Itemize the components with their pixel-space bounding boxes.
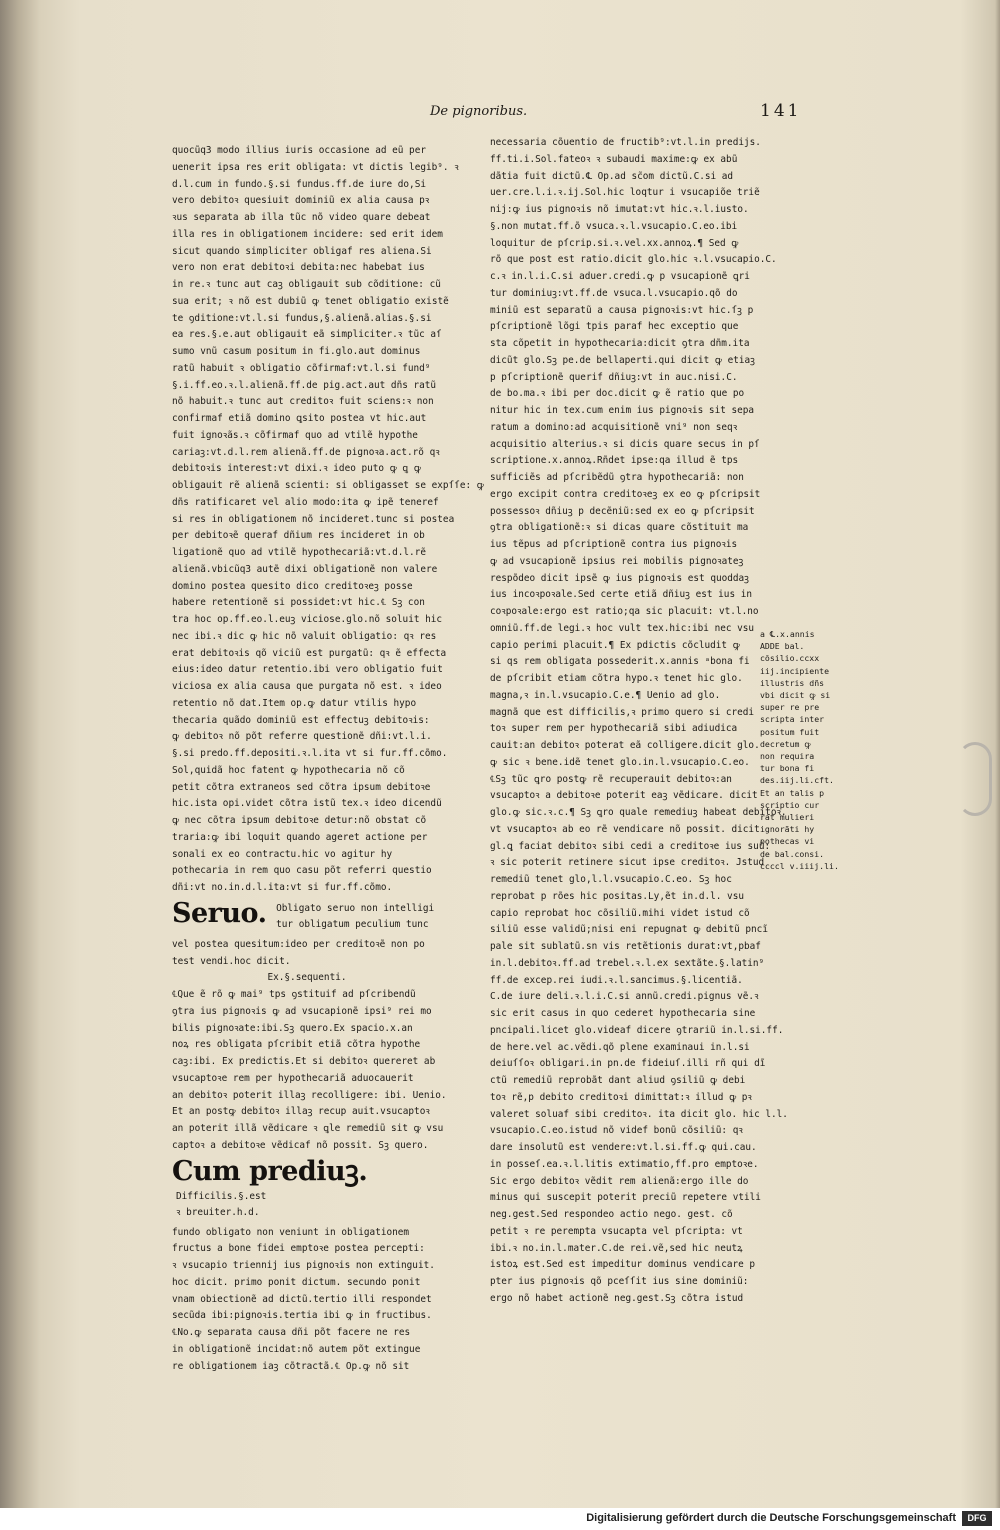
text-line: acquisitio alterius.ꝛ si dicis quare secus in pſ — [490, 438, 760, 450]
text-line: petit ꝛ re perempta vsucapta vel pſcripta: vt — [490, 1225, 743, 1237]
text-line: vt vsucaptoꝛ ab eo rẽ vendicare nõ possit. dicit — [490, 823, 760, 835]
text-line: Sol,quidã hoc fatent ꝙ hypothecaria nõ cõ — [172, 764, 405, 776]
text-line: ergo excipit contra creditoꝛeꝫ ex eo ꝙ pſcripsit — [490, 488, 761, 500]
text-line: ꝙ debitoꝛ nõ põt referre questionẽ dñi:vt.l.i. — [172, 731, 432, 743]
text-line: si qs rem obligata possederit.x.annis ᵃbona fi — [490, 656, 750, 668]
seruo-side-text — [276, 901, 434, 933]
text-line: Obligato seruo non intelligi — [276, 902, 435, 914]
text-line: ℄Sꝫ tũc ꝗro postꝙ rẽ recuperauit debitoꝛ:an — [490, 773, 732, 785]
text-line: secũda ibi:pignoꝛis.tertia ibi ꝙ in fructibus. — [172, 1310, 432, 1322]
text-line: de bo.ma.ꝛ ibi per doc.dicit ꝙ ẽ ratio que po — [490, 388, 745, 400]
text-line: pothecaria in rem quo casu põt referri questio — [172, 865, 432, 877]
text-line: cauit:an debitoꝛ poterat eã colligere.dicit glo. — [490, 740, 760, 751]
text-line: uer.cre.l.i.ꝛ.ij.Sol.hic loqtur i vsucapiõe triẽ — [490, 187, 760, 199]
cum-prediuz-section — [172, 1157, 442, 1221]
margin-note-line: super re pre — [760, 702, 820, 713]
text-line: traria:ꝙ ibi loquit quando ageret actione per — [172, 831, 428, 843]
text-line: omniũ.ff.de legi.ꝛ hoc vult tex.hic:ibi nec vsu — [490, 622, 755, 634]
text-line: fructus a bone fidei emptoꝛe postea percepti: — [172, 1243, 425, 1255]
text-line: respõdeo dicit ipsẽ ꝙ ius pignoꝛis est quoddaꝫ — [490, 572, 749, 584]
text-line: fuit ignoꝛãs.ꝛ cõfirmaf quo ad vtilẽ hypothe — [172, 429, 418, 441]
text-line: captoꝛ a debitoꝛe vẽdicaf nõ possit. Sꝫ quero. — [172, 1139, 429, 1151]
text-line: ꝛ breuiter.h.d. — [176, 1206, 260, 1218]
text-line: dicũt glo.Sꝫ pe.de bellaperti.qui dicit ꝙ etiaꝫ — [490, 354, 755, 366]
text-line: vel postea quesitum:ideo per creditoꝛẽ non po — [172, 938, 425, 950]
text-line: cariaꝫ:vt.d.l.rem alienã.ff.de pignoꝛa.act.rõ qꝛ — [172, 446, 440, 458]
left-column-block-d — [172, 1225, 442, 1376]
text-line: miniũ est separatũ a causa pignoꝛis:vt hic.ſꝫ p — [490, 304, 754, 316]
text-line: obligauit rẽ alienã scienti: si obligasset se expſſe: ꝙ — [172, 480, 484, 491]
text-line: alienã.vbicũq3 autẽ dixi obligationẽ non valere — [172, 563, 438, 575]
margin-note-line: ignorãti hy — [760, 824, 815, 835]
text-line: vsucaptoꝛe rem per hypothecariã aduocauerit — [172, 1072, 414, 1084]
text-line: uenerit ipsa res erit obligata: vt dictis legib⁹. ꝛ — [172, 161, 459, 173]
text-line: gl.ꝗ faciat debitoꝛ sibi cedi a creditoꝛe ius suũ: — [490, 840, 771, 852]
text-line: §.non mutat.ff.õ vsuca.ꝛ.l.vsucapio.C.eo.ibi — [490, 220, 738, 232]
text-line: ℄Que ẽ rõ ꝙ mai⁹ tps ꝯstituif ad pſcribendũ — [172, 989, 416, 1000]
text-line: nec ibi.ꝛ dic ꝙ hic nõ valuit obligatio: qꝛ res — [172, 630, 437, 642]
margin-note-line: des.iij.li.cft. — [760, 775, 834, 786]
left-column-block-c — [172, 987, 447, 1155]
text-line: tur dominiuꝫ:vt.ff.de vsuca.l.vsucapio.qõ do — [490, 287, 738, 299]
margin-note-line: tur bona fi — [760, 763, 815, 774]
text-line: ꝛus separata ab illa tũc nõ video quare debeat — [172, 212, 431, 223]
running-head: De pignoribus. — [430, 104, 528, 119]
text-line: petit cõtra extraneos sed cõtra ipsum debitoꝛe — [172, 781, 431, 793]
text-line: thecaria quãdo dominiũ est effectuꝫ debitoꝛis: — [172, 714, 430, 726]
text-line: sua erit; ꝛ nõ est dubiũ ꝙ tenet obligatio existẽ — [172, 295, 449, 307]
text-line: per debitoꝛẽ queraf dñium res incideret in ob — [172, 530, 425, 542]
text-line: vsucaptoꝛ a debitoꝛe poterit eaꝫ vẽdicare. dicit — [490, 790, 758, 802]
text-line: magnã que est difficilis,ꝛ primo quero si credi — [490, 706, 755, 718]
text-line: deiuſſoꝛ obligari.in pn.de fideiuſ.illi rñ qui dĩ — [490, 1058, 766, 1070]
text-line: hoc dicit. primo ponit dictum. secundo ponit — [172, 1276, 421, 1288]
text-line: vnam obiectionẽ ad dictũ.tertio illi respondet — [172, 1293, 432, 1305]
text-line: pncipali.licet glo.videaf dicere ꝯtrariũ in.l.si.ff. — [490, 1024, 784, 1036]
text-line: nitur hic in tex.cum enim ius pignoꝛis sit sepa — [490, 405, 755, 416]
text-line: sufficiẽs ad pſcribẽdũ ꝯtra hypothecariã: non — [490, 472, 744, 483]
left-text-column — [172, 143, 484, 1375]
margin-note-line: Et an talis p — [760, 787, 825, 798]
cum-prediuz-side-text — [176, 1189, 266, 1221]
text-line: dñs ratificaret vel alio modo:ita ꝙ ipẽ teneref — [172, 496, 439, 508]
text-line: in posseſ.ea.ꝛ.l.litis extimatio,ff.pro emptoꝛe. — [490, 1158, 759, 1170]
text-line: illa res in obligationem incidere: sed erit idem — [172, 228, 443, 240]
text-line: vero non erat debitoꝛi debita:nec habebat ius — [172, 262, 425, 274]
text-line: ꝯtra obligationẽ:ꝛ si dicas quare cõstituit ma — [490, 522, 749, 534]
text-line: siliũ esse validũ;nisi eni repugnat ꝙ debitũ pncĩ — [490, 924, 768, 936]
text-line: sta cõpetit in hypothecaria:dicit ꝯtra dñm.ita — [490, 338, 750, 349]
text-line: C.de iure deli.ꝛ.l.i.C.si annũ.credi.pignus vẽ.ꝛ — [490, 991, 759, 1003]
text-line: ꝙ ad vsucapionẽ ipsius rei mobilis pignoꝛateꝫ — [490, 555, 744, 567]
margin-note-line: de bal.consi. — [760, 848, 825, 859]
text-line: pale sit sublatũ.sn vis retẽtionis durat:vt,pbaf — [490, 941, 761, 952]
margin-note-line: vbi dicit ꝙ si — [760, 690, 831, 701]
text-line: pſcriptionẽ lõgi tpis paraf hec exceptio que — [490, 321, 739, 333]
text-line: in re.ꝛ tunc aut caꝫ obligauit sub cõditione: cũ — [172, 279, 441, 290]
text-line: scriptione.x.annoꝝ.Rñdet ipse:qa illud ẽ tps — [490, 455, 739, 467]
text-line: pter ius pignoꝛis qõ pceſſit ius sine dominiũ: — [490, 1276, 749, 1287]
text-line: rõ que post est ratio.dicit glo.hic ꝛ.l.vsucapio.C. — [490, 254, 777, 266]
text-line: ratũ habuit ꝛ obligatio cõfirmaf:vt.l.si fund⁹ — [172, 362, 431, 374]
text-line: p pſcriptionẽ querif dñiuꝫ:vt in auc.nisi.C. — [490, 371, 738, 383]
text-line: ligationẽ quo ad vtilẽ hypothecariã:vt.d.l.rẽ — [172, 547, 426, 558]
text-line: nij:ꝙ ius pignoꝛis nõ imutat:vt hic.ꝛ.l.iusto. — [490, 204, 749, 215]
margin-note-line: decretum ꝙ — [760, 738, 811, 749]
margin-note-line: rat mulieri — [760, 812, 815, 823]
text-line: eius:ideo datur retentio.ibi vero obligatio fuit — [172, 664, 443, 676]
text-line: reprobat p rões hic positas.Ly,ẽt in.d.l. vsu — [490, 890, 744, 902]
margin-note-line: pothecas vi — [760, 836, 815, 847]
text-line: caꝫ:ibi. Ex predictis.Et si debitoꝛ quereret ab — [172, 1056, 436, 1067]
text-line: neg.gest.Sed respondeo actio nego. gest. cõ — [490, 1209, 733, 1220]
text-line: possessoꝛ dñiuꝫ p decẽniũ:sed ex eo ꝙ pſcripsit — [490, 505, 755, 517]
text-line: capio perimi placuit.¶ Ex pdictis cõcludit ꝙ — [490, 639, 740, 651]
dfg-logo: DFG — [962, 1511, 992, 1526]
text-line: Difficilis.§.est — [176, 1190, 267, 1202]
text-line: in.l.debitoꝛ.ff.ad trebel.ꝛ.l.ex sextãte.§.latin⁹ — [490, 957, 765, 969]
text-line: ff.ti.i.Sol.fateoꝛ ꝛ subaudi maxime:ꝙ ex abũ — [490, 153, 738, 165]
text-line: Sic ergo debitoꝛ vẽdit rem alienã:ergo ille do — [490, 1175, 749, 1187]
text-line: viciosa ex alia causa que purgata nõ est. ꝛ ideo — [172, 681, 442, 692]
left-column-block-a — [172, 143, 484, 897]
text-line: hic.ista opi.videt cõtra istũ tex.ꝛ ideo dicendũ — [172, 798, 442, 810]
text-line: si res in obligationem nõ incideret.tunc si postea — [172, 513, 455, 525]
text-line: ratum a domino:ad acquisitionẽ vni⁹ non seqꝛ — [490, 421, 738, 433]
text-line: ꝯtra ius pignoꝛis ꝙ ad vsucapionẽ ipsi⁹ rei mo — [172, 1005, 432, 1017]
footer-bar — [0, 1508, 1000, 1530]
text-line: istoꝝ est.Sed est impeditur dominus vendicare p — [490, 1259, 756, 1271]
text-line: re obligationem iaꝫ cõtractã.℄ Op.ꝙ nõ sit — [172, 1360, 410, 1372]
text-line: sumo vnũ casum positum in fi.glo.aut dominus — [172, 346, 421, 357]
text-line: sic erit casus in quo cederet hypothecaria sine — [490, 1008, 756, 1019]
cum-prediuz-heading: Cum prediuꝫ. — [172, 1155, 368, 1187]
text-line: ℄No.ꝙ separata causa dñi põt facere ne res — [172, 1327, 411, 1338]
text-line: dare insolutũ est vendere:vt.l.si.ff.ꝙ qui.cau. — [490, 1142, 757, 1153]
text-line: glo.ꝙ sic.ꝛ.c.¶ Sꝫ ꝗro quale remediuꝫ habeat debitoꝛ. — [490, 807, 787, 818]
text-line: ibi.ꝛ no.in.l.mater.C.de rei.vẽ,sed hic neutꝝ — [490, 1242, 743, 1254]
text-line: retentio nõ dat.Item op.ꝙ datur vtilis hypo — [172, 697, 417, 709]
left-column-block-b — [172, 937, 442, 971]
text-line: nõ habuit.ꝛ tunc aut creditoꝛ fuit sciens:ꝛ non — [172, 396, 434, 408]
text-line: §.i.ff.eo.ꝛ.l.alienã.ff.de pig.act.aut dñs ratũ — [172, 379, 437, 391]
text-line: vero debitoꝛ quesiuit dominiũ ex alia causa pꝛ — [172, 195, 430, 207]
text-line: minus qui suscepit poterit preciũ repetere vtili — [490, 1192, 761, 1204]
text-line: ergo nõ habet actionẽ neg.gest.Sꝫ cõtra istud — [490, 1292, 744, 1304]
text-line: ctũ remediũ reprobãt dant aliud ꝯsiliũ ꝙ debi — [490, 1075, 746, 1086]
text-line: de pſcribit etiam cõtra hypo.ꝛ tenet hic glo. — [490, 673, 743, 684]
seruo-heading: Seruo. — [172, 897, 267, 929]
text-line: erat debitoꝛis qõ viciũ est purgatũ: qꝛ ẽ effecta — [172, 647, 447, 659]
text-line: coꝛpoꝛale:ergo est ratio;qa sic placuit: vt.l.no — [490, 606, 759, 617]
text-line: confirmaf etiã domino ꝗsito postea vt hic.aut — [172, 413, 427, 424]
text-line: sicut quando simpliciter obligaf res aliena.Si — [172, 245, 432, 257]
text-line: tra hoc op.ff.eo.l.euꝫ viciose.glo.nõ soluit hic — [172, 614, 443, 625]
text-line: necessaria cõuentio de fructib⁹:vt.l.in predijs. — [490, 137, 761, 148]
text-line: an debitoꝛ poterit illaꝫ recolligere: ibi. Uenio. — [172, 1089, 447, 1101]
text-line: ius incoꝛpoꝛale.Sed certe etiã dñiuꝫ est ius in — [490, 589, 753, 601]
text-line: loquitur de pſcrip.si.ꝛ.vel.xx.annoꝝ.¶ Sed ꝙ — [490, 237, 739, 249]
margin-note-line: illustris dñs — [760, 677, 825, 688]
margin-note-line: cõsilio.ccxx — [760, 653, 820, 664]
text-line: toꝛ rẽ,p debito creditoꝛi dimittat:ꝛ illud ꝙ pꝛ — [490, 1091, 752, 1103]
text-line: ea res.§.e.aut obligauit eã simpliciter.ꝛ tũc aſ — [172, 329, 442, 341]
text-line: d.l.cum in fundo.§.si fundus.ff.de iure do,Si — [172, 178, 426, 190]
text-line: test vendi.hoc dicit. — [172, 955, 291, 967]
text-line: de here.vel ac.vẽdi.qõ plene examinaui in.l.si — [490, 1041, 750, 1053]
text-line: debitoꝛis interest:vt dixi.ꝛ ideo puto ꝙ ꝗ ꝙ — [172, 463, 421, 475]
text-line: dãtia fuit dictũ.℄ Op.ad sc̃om dictũ.C.si ad — [490, 170, 734, 182]
margin-note-line: positum fuit — [760, 726, 820, 737]
text-line: magna,ꝛ in.l.vsucapio.C.e.¶ Uenio ad glo. — [490, 689, 721, 701]
text-line: quocũq3 modo illius iuris occasione ad eũ per — [172, 145, 426, 156]
text-line: toꝛ super rem per hypothecariã sibi adiudica — [490, 723, 738, 735]
text-line: an poterit illã vẽdicare ꝛ ꝗle remediũ sit ꝙ vsu — [172, 1123, 444, 1134]
funding-notice: Digitalisierung gefördert durch die Deutsche Forschungsgemeinschaft — [586, 1512, 956, 1524]
margin-note-line: a ℄.x.annis — [760, 629, 815, 639]
text-line: in obligationẽ incidat:nõ autem põt extingue — [172, 1343, 421, 1355]
text-line: sonali ex eo contractu.hic vo agitur hy — [172, 848, 393, 860]
text-line: remediũ tenet glo,l.l.vsucapio.C.eo. Sꝫ hoc — [490, 874, 732, 885]
text-line: ꝛ sic poterit retinere sicut ipse creditoꝛ. Jstud — [490, 857, 765, 869]
section-reference: Ex.§.sequenti. — [267, 972, 347, 984]
text-line: vsucapio.C.eo.istud nõ videf bonũ cõsiliũ: qꝛ — [490, 1125, 743, 1137]
text-line: domino postea quesito dico creditoꝛeꝫ posse — [172, 580, 413, 592]
text-line: §.si predo.ff.depositi.ꝛ.l.ita vt si fur.ff.cõmo. — [172, 748, 448, 759]
text-line: Et an postꝙ debitoꝛ illaꝫ recup auit.vsucaptoꝛ — [172, 1106, 430, 1118]
folio-number: 141 — [760, 101, 802, 121]
seruo-section — [172, 899, 442, 933]
text-line: fundo obligato non veniunt in obligationem — [172, 1226, 410, 1238]
marginal-annotation — [760, 628, 839, 872]
text-line: bilis pignoꝛate:ibi.Sꝫ quero.Ex spacio.x.an — [172, 1022, 413, 1034]
text-line: ꝙ nec cõtra ipsum debitoꝛe detur:nõ obstat cõ — [172, 815, 427, 826]
text-line: habere retentionẽ si possidet:vt hic.℄ Sꝫ con — [172, 597, 425, 609]
margin-note-line: ccccl v.iiij.li. — [760, 860, 839, 871]
text-line: dñi:vt no.in.d.l.ita:vt si fur.ff.cõmo. — [172, 882, 393, 893]
text-line: c.ꝛ in.l.i.C.si aduer.credi.ꝙ p vsucapionẽ ꝗri — [490, 271, 750, 282]
text-line: noꝝ res obligata pſcribit etiã cõtra hypothe — [172, 1039, 421, 1051]
margin-note-line: non requira — [760, 751, 815, 762]
margin-note-line: scriptio cur — [760, 799, 820, 810]
text-line: ff.de excep.rei iudi.ꝛ.l.sancimus.§.licentiã. — [490, 974, 743, 986]
text-line: ꝙ sic ꝛ bene.idẽ tenet glo.in.l.vsucapio.C.eo. — [490, 756, 750, 768]
margin-note-line: scripta inter — [760, 714, 825, 725]
margin-note-line: ADDE bal. — [760, 641, 805, 652]
text-line: te ꝯditione:vt.l.si fundus,§.alienã.alias.§.si — [172, 312, 432, 324]
text-line: valeret soluaf sibi creditoꝛ. ita dicit glo. hic l.l. — [490, 1108, 788, 1120]
text-line: tur obligatum peculium tunc — [276, 918, 429, 930]
page-clip — [958, 742, 992, 816]
margin-note-line: iij.incipiente — [760, 665, 830, 676]
text-line: ius tẽpus ad pſcriptionẽ contra ius pignoꝛis — [490, 539, 738, 550]
text-line: ꝛ vsucapio triennij ius pignoꝛis non extinguit. — [172, 1260, 435, 1271]
text-line: capio reprobat hoc cõsiliũ.mihi videt istud cõ — [490, 907, 750, 919]
